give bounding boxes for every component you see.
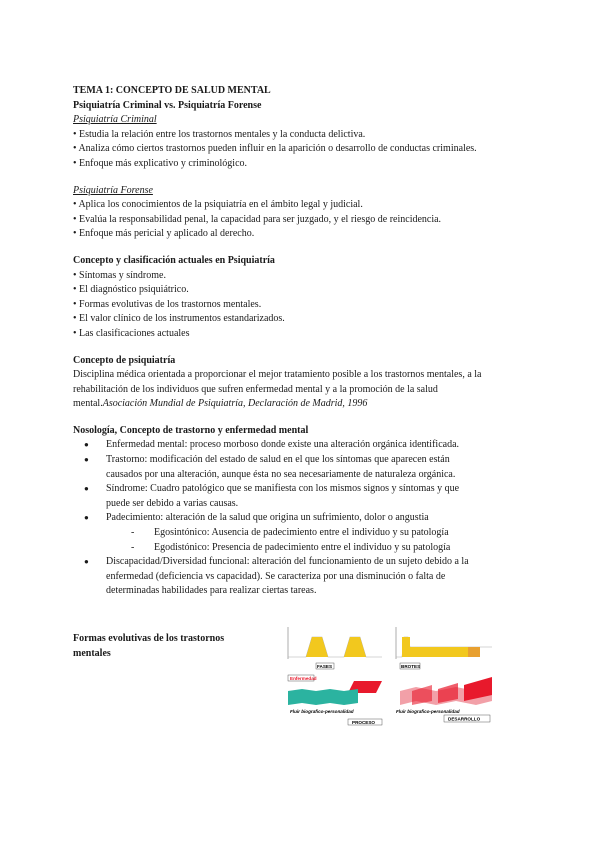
list-item: • Evalúa la responsabilidad penal, la capacidad para ser juzgado, y el riesgo de reincidencia.: [73, 213, 442, 225]
document-body: [73, 84, 553, 599]
list-item: ● Síndrome: Cuadro patológico que se manifiesta con los mismos signos y síntomas y que puede ser debido a varias causas.: [106, 482, 553, 511]
list-item: ● Discapacidad/Diversidad funcional: alteración del funcionamiento de un sujeto debido a la enfermedad (deficiencia vs capacidad). Se caracteriza por una disminución o falta de determinadas habilidades para realizar ciertas tareas.: [106, 555, 553, 599]
brote-1: [402, 637, 410, 657]
page-title: TEMA 1: CONCEPTO DE SALUD MENTAL: [73, 85, 271, 96]
evolution-diagram: [282, 623, 498, 729]
list-item: • Aplica los conocimientos de la psiquiatría en el ámbito legal y judicial.: [73, 199, 363, 211]
list-item: ● Trastorno: modificación del estado de salud en el que los síntomas que aparecen están causados por una alteración, aunque ésta no sea necesariamente de naturaleza orgánica.: [106, 453, 553, 482]
list-item: • Analiza cómo ciertos trastornos pueden influir en la aparición o desarrollo de conductas criminales.: [73, 143, 477, 155]
list-item: • El diagnóstico psiquiátrico.: [73, 284, 189, 296]
list-item: • Enfoque más explicativo y criminológico.: [73, 157, 248, 169]
list-item: ● Enfermedad mental: proceso morboso donde existe una alteración orgánica identificada.: [106, 438, 553, 453]
list-item: • El valor clínico de los instrumentos estandarizados.: [73, 313, 285, 325]
evolution-forms-figure: [282, 623, 498, 729]
brote-4: [452, 647, 468, 657]
label-fases: FASES: [317, 664, 333, 669]
brote-3: [440, 647, 452, 657]
label-flujo-2: Fluir biografico-personalidad: [396, 709, 460, 714]
section-heading-nosologia: Nosología, Concepto de trastorno y enfermedad mental: [73, 424, 309, 436]
label-brotes: BROTES: [401, 664, 421, 669]
nosologia-list: [73, 438, 553, 599]
definition-line: rehabilitación de los individuos que sufren enfermedad mental y a la promoción de la salud: [73, 383, 438, 395]
section-heading-criminal-forense: Psiquiatría Criminal vs. Psiquiatría Forense: [73, 99, 262, 111]
sub-list-item: - Egodistónico: Presencia de padecimiento entre el individuo y su patología: [154, 541, 553, 556]
brote-2: [418, 647, 440, 657]
label-proceso: PROCESO: [352, 720, 375, 725]
list-item: • Formas evolutivas de los trastornos mentales.: [73, 298, 262, 310]
definition-line: Disciplina médica orientada a proporcionar el mejor tratamiento posible a los trastornos mentales, a la: [73, 369, 482, 381]
brote-5: [468, 647, 480, 657]
sub-list: [106, 526, 553, 555]
brote-tail: [410, 647, 418, 657]
list-item: ● Padecimiento: alteración de la salud que origina un sufrimiento, dolor o angustia - Egosintónico: Ausencia de padecimiento entre el individuo y su patología - Egodistónico: Presencia de padecimiento entre el individuo y su patología: [106, 511, 553, 555]
list-item: • Enfoque más pericial y aplicado al derecho.: [73, 228, 255, 240]
fluir-band-proceso: [288, 689, 358, 705]
sub-list-item: - Egosintónico: Ausencia de padecimiento entre el individuo y su patología: [154, 526, 553, 541]
list-item: • Las clasificaciones actuales: [73, 327, 190, 339]
list-item: • Síntomas y síndrome.: [73, 269, 166, 281]
subheading-forense: Psiquiatría Forense: [73, 184, 153, 196]
section-heading-formas-evolutivas: Formas evolutivas de los trastornos mentales: [73, 633, 225, 659]
subheading-criminal: Psiquiatría Criminal: [73, 114, 157, 126]
section-heading-clasificacion: Concepto y clasificación actuales en Psiquiatría: [73, 254, 275, 266]
definition-line: mental.: [73, 398, 103, 410]
fases-panel: [286, 625, 384, 661]
label-desarrollo: DESARROLLO: [448, 716, 481, 722]
citation: Asociación Mundial de Psiquiatría, Declaración de Madrid, 1996: [102, 398, 368, 410]
label-flujo-1: Fluir biografico-personalidad: [290, 709, 354, 714]
section-heading-psiquiatria: Concepto de psiquiatría: [73, 354, 176, 366]
list-item: • Estudia la relación entre los trastornos mentales y la conducta delictiva.: [73, 128, 366, 140]
label-enfermedad: Enfermedad: [290, 676, 317, 681]
